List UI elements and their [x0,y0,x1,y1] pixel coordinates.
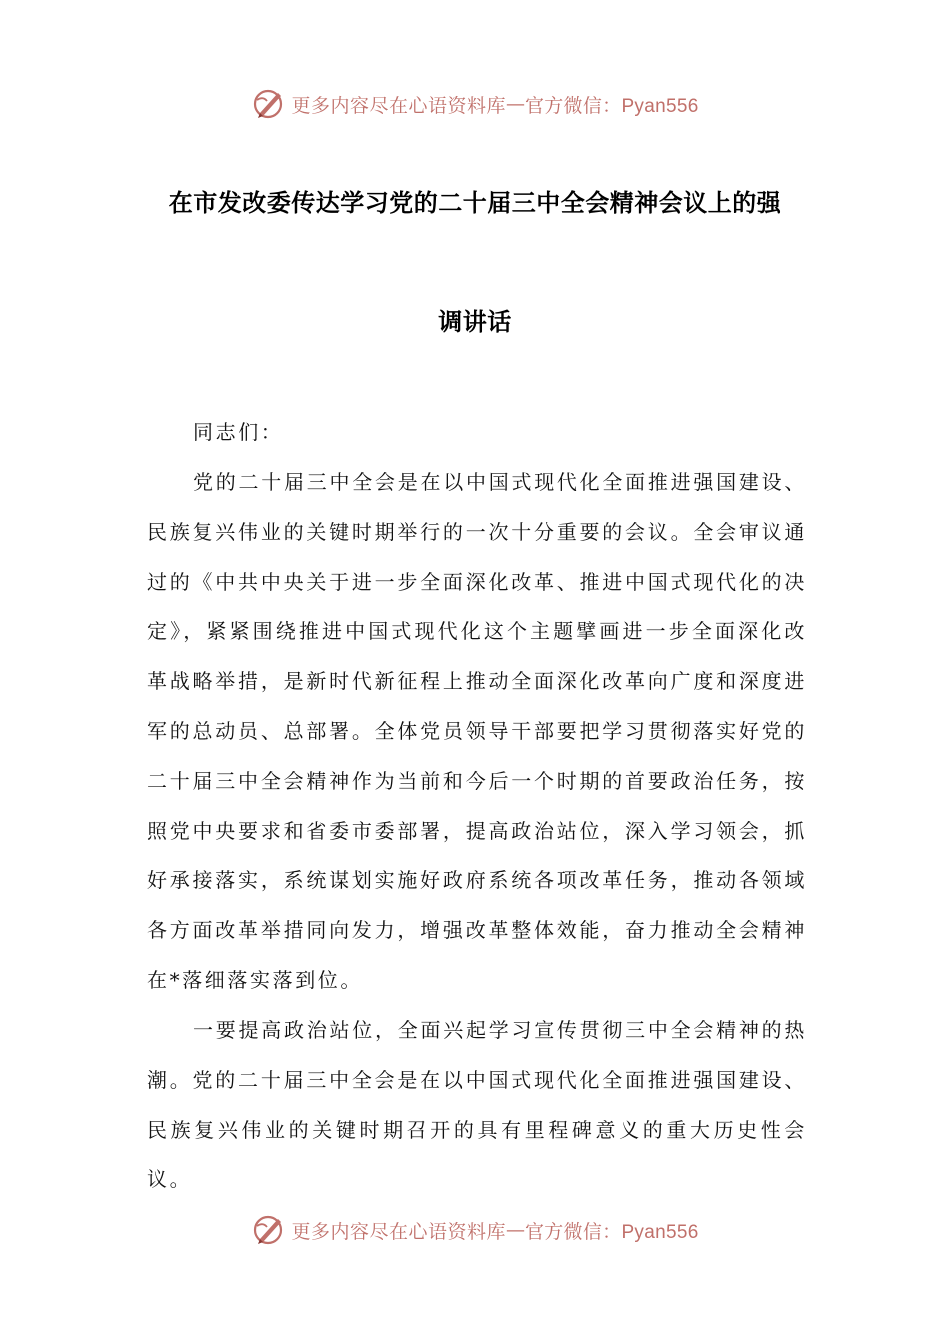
body-paragraph-2: 一要提高政治站位，全面兴起学习宣传贯彻三中全会精神的热潮。党的二十届三中全会是在以中国式现代化全面推进强国建设、民族复兴伟业的关键时期召开的具有里程碑意义的重大历史性会议。 [147,1018,807,1192]
watermark-brand: 更多内容尽在心语资料库 [291,1220,506,1243]
watermark-wechat: 官方微信：Pyan556 [524,1221,699,1243]
pen-logo-icon [251,86,287,122]
watermark-brand: 更多内容尽在心语资料库 [291,94,506,117]
body-paragraph-1: 党的二十届三中全会是在以中国式现代化全面推进强国建设、民族复兴伟业的关键时期举行的一次十分重要的会议。全会审议通过的《中共中央关于进一步全面深化改革、推进中国式现代化的决定》，紧紧围绕推进中国式现代化这个主题擘画进一步全面深化改革战略举措，是新时代新征程上推动全面深化改革向广度和深度进军的总动员、总部署。全体党员领导干部要把学习贯彻落实好党的二十届三中全会精神作为当前和今后一个时期的首要政治任务，按照党中央要求和省委市委部署，提高政治站位，深入学习领会，抓好承接落实，系统谋划实施好政府系统各项改革任务，推动各领域各方面改革举措同向发力，增强改革整体效能，奋力推动全会精神在*落细落实落到位。 [147,470,807,992]
watermark-footer [0,1210,950,1250]
watermark-header [0,84,950,124]
pen-logo-icon [251,1212,287,1248]
watermark-wechat: 官方微信：Pyan556 [524,95,699,117]
document-title-line-1: 在市发改委传达学习党的二十届三中全会精神会议上的强 [168,189,782,217]
salutation: 同志们： [193,420,284,444]
document-title-line-2: 调讲话 [438,308,512,336]
watermark-separator: — [505,1219,525,1241]
watermark-separator: — [505,93,525,115]
